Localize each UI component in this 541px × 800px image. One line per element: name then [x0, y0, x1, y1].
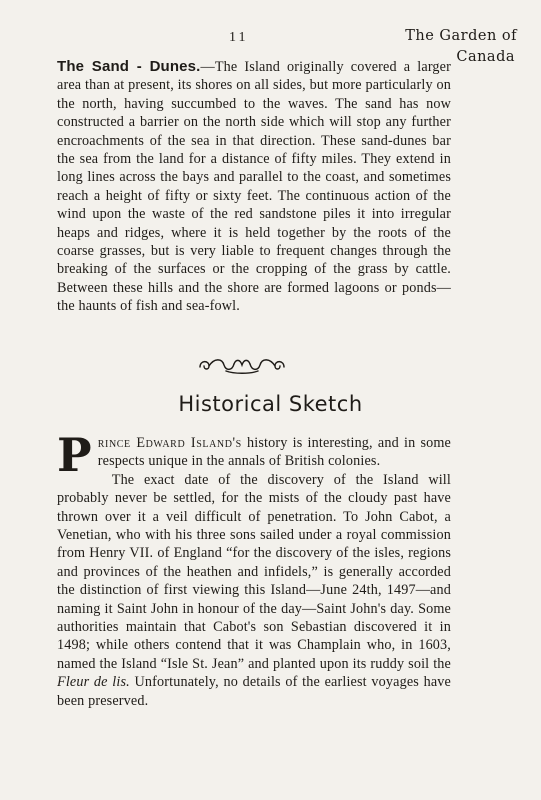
sand-dunes-text: —The Island originally covered a larger area than at present, its shores on all sides, but more particularly on the north, having succumbed to the waves. The sand has now constructed a barrier on the north side which will stop any further encroachments of the sea in that direction. These sand-dunes bar the sea from the land for a distance of fifty miles. They extend in long lines across the bays and parallel to the coast, and sometimes reach a height of fifty or sixty feet. The continuous action of the wind upon the waste of the red sandstone piles it into irregular heaps and ridges, where it is held together by the roots of the coarse grasses, but is very liable to frequent changes through the breaking of the surfaces or the cropping of the grass by cattle. Between these hills and the shore are formed lagoons or ponds—the haunts of fish and sea-fowl. [57, 59, 451, 315]
history-lead-smallcaps: rince Edward Island's [97, 435, 242, 451]
history-paragraph-2-text: The exact date of the discovery of the Island will probably never be settled, for the mists of the cloudy past have thrown over it a veil difficult of penetration. To John Cabot, a Venetian, who with his three sons sailed under a royal commission from Henry VII. of England “for the discovery of the isles, regions and provinces of the heathen and infidels,” is generally accorded the distinction of first viewing this Island—June 24th, 1497—and naming it Saint John in honour of the day—Saint John's day. Some authorities maintain that Cabot's son Sebastian discovered it in 1498; while others contend that it was Champlain who, in 1603, named the Island “Isle St. Jean” and planted upon its ruddy soil the [57, 471, 451, 672]
scroll-ornament-icon [196, 355, 288, 375]
sand-dunes-paragraph [57, 58, 451, 316]
running-head-line1: The Garden of [405, 28, 517, 44]
sand-dunes-title: The Sand - Dunes. [57, 58, 201, 75]
history-lead-text: history is interesting, and in some respects unique in the annals of British colonies. [97, 435, 452, 470]
history-paragraph-2-end: Unfortunately, no details of the earliest voyages have been preserved. [57, 674, 451, 709]
running-head-line2: Canada [456, 49, 515, 65]
drop-cap: P [57, 428, 92, 482]
history-paragraph-2 [57, 471, 451, 710]
page-number: 11 [229, 30, 249, 45]
historical-sketch-heading: Historical Sketch [178, 392, 363, 416]
history-section [57, 428, 452, 710]
fleur-de-lis-text: Fleur de lis. [57, 674, 130, 691]
